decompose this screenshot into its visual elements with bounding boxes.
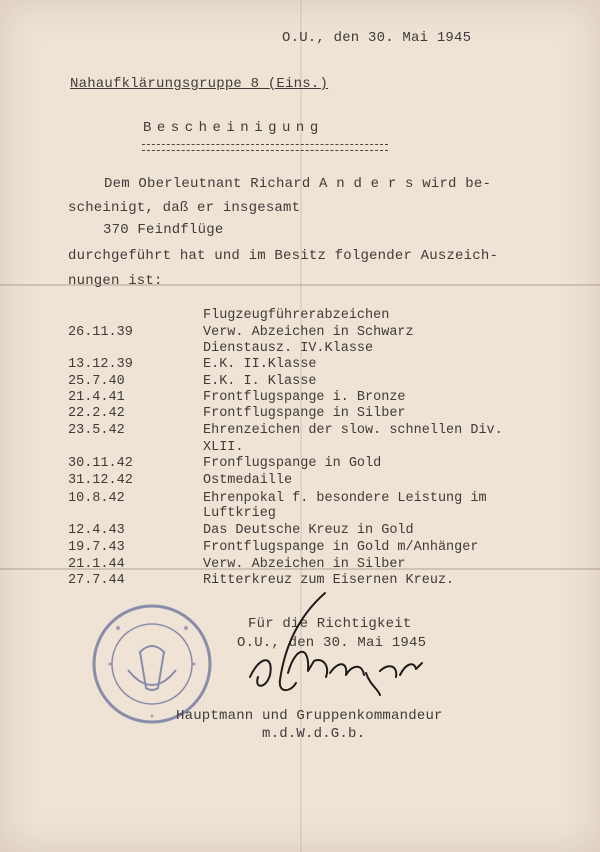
unit-name: Nahaufklärungsgruppe 8 (Eins.) <box>70 76 329 92</box>
award-text: XLII. <box>203 440 244 455</box>
award-text: Ritterkreuz zum Eisernen Kreuz. <box>203 573 455 588</box>
award-text: Ehrenpokal f. besondere Leistung im <box>203 491 487 506</box>
award-date: 30.11.42 <box>68 456 133 471</box>
footer-place-date: O.U., den 30. Mai 1945 <box>237 635 427 651</box>
award-date: 21.4.41 <box>68 390 125 405</box>
rank-line: Hauptmann und Gruppenkommandeur <box>176 708 443 724</box>
award-text: Das Deutsche Kreuz in Gold <box>203 523 414 538</box>
award-date: 25.7.40 <box>68 374 125 389</box>
award-text: E.K. I. Klasse <box>203 374 317 389</box>
award-text: Fronflugspange in Gold <box>203 456 382 471</box>
award-text: Luftkrieg <box>203 506 276 521</box>
award-date: 26.11.39 <box>68 325 133 340</box>
award-text: Ehrenzeichen der slow. schnellen Div. <box>203 423 503 438</box>
award-text: Frontflugspange i. Bronze <box>203 390 406 405</box>
body-line: scheinigt, daß er insgesamt <box>68 200 301 216</box>
date-line: O.U., den 30. Mai 1945 <box>282 30 472 46</box>
handwritten-signature <box>230 585 440 705</box>
award-text: Verw. Abzeichen in Silber <box>203 557 406 572</box>
award-date: 13.12.39 <box>68 357 133 372</box>
body-line: Dem Oberleutnant Richard A n d e r s wird be- <box>104 176 492 192</box>
award-text: Dienstausz. IV.Klasse <box>203 341 374 356</box>
title-underline <box>142 144 388 151</box>
award-text: Frontflugspange in Silber <box>203 406 406 421</box>
body-line: 370 Feindflüge <box>103 222 224 238</box>
award-text: Frontflugspange in Gold m/Anhänger <box>203 540 479 555</box>
award-date: 31.12.42 <box>68 473 133 488</box>
award-text: Flugzeugführerabzeichen <box>203 308 390 323</box>
award-date: 10.8.42 <box>68 491 125 506</box>
body-line: durchgeführt hat und im Besitz folgender Auszeich- <box>68 248 499 264</box>
award-date: 19.7.43 <box>68 540 125 555</box>
award-text: Verw. Abzeichen in Schwarz <box>203 325 414 340</box>
award-date: 21.1.44 <box>68 557 125 572</box>
award-text: Ostmedaille <box>203 473 293 488</box>
correctness-line: Für die Richtigkeit <box>248 616 412 632</box>
page-title: Bescheinigung <box>143 120 324 136</box>
body-line: nungen ist: <box>68 273 163 289</box>
award-date: 22.2.42 <box>68 406 125 421</box>
award-date: 12.4.43 <box>68 523 125 538</box>
award-text: E.K. II.Klasse <box>203 357 317 372</box>
award-date: 27.7.44 <box>68 573 125 588</box>
award-date: 23.5.42 <box>68 423 125 438</box>
rank-abbrev: m.d.W.d.G.b. <box>262 726 366 742</box>
